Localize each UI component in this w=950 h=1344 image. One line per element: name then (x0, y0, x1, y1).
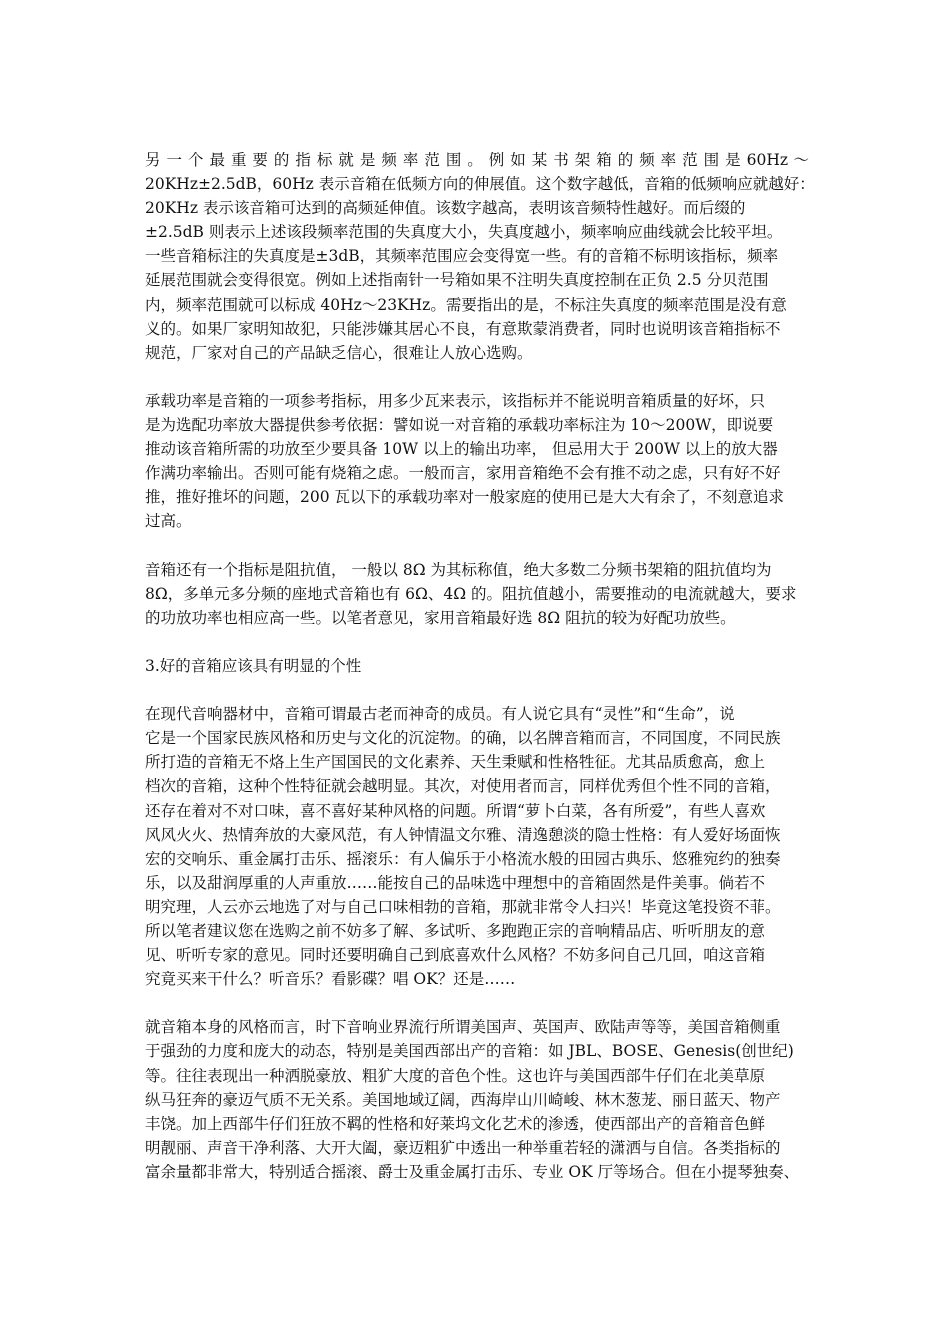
paragraph-power-rating (145, 389, 809, 534)
text-line: 见、听听专家的意见。同时还要明确自己到底喜欢什么风格？不妨多问自己几回，咱这音箱 (145, 946, 766, 965)
paragraph-gap (145, 991, 809, 1015)
text-line: 是为选配功率放大器提供参考依据：譬如说一对音箱的承载功率标注为 10～200W，即说要 (145, 416, 774, 435)
paragraph-gap (145, 534, 809, 558)
text-line: 音箱还有一个指标是阻抗值， 一般以 8Ω 为其标称值，绝大多数二分频书架箱的阻抗值均为 (145, 560, 772, 579)
text-line: 究竟买来干什么？听音乐？看影碟？唱 OK？还是…… (145, 970, 516, 989)
text-line: 宏的交响乐、重金属打击乐、摇滚乐：有人偏乐于小格流水般的田园古典乐、悠雅宛约的独奏 (145, 849, 781, 868)
text-line: 推，推好推坏的问题，200 瓦以下的承载功率对一般家庭的使用已是大大有余了，不刻意追求 (145, 488, 785, 507)
text-line: 档次的音箱，这种个性特征就会越明显。其次，对使用者而言，同样优秀但个性不同的音箱， (145, 777, 781, 796)
text-line: 承载功率是音箱的一项参考指标，用多少瓦来表示，该指标并不能说明音箱质量的好坏，只 (145, 391, 766, 410)
text-line: 明靓丽、声音干净利落、大开大阖，豪迈粗犷中透出一种举重若轻的潇洒与自信。各类指标的 (145, 1138, 781, 1157)
paragraph-sound-styles (145, 1015, 809, 1184)
paragraph-gap (145, 678, 809, 702)
paragraph-speaker-personality (145, 702, 809, 991)
text-line: 作满功率输出。否则可能有烧箱之虑。一般而言，家用音箱绝不会有推不动之虑，只有好不好 (145, 464, 781, 483)
text-line: 它是一个国家民族风格和历史与文化的沉淀物。的确，以名牌音箱而言，不同国度，不同民族 (145, 729, 781, 748)
text-line: 另 一 个 最 重 要 的 指 标 就 是 频 率 范 围 。 例 如 某 书 架 箱 的 频 率 范 围 是 60Hz ～ (145, 151, 809, 169)
text-line: 在现代音响器材中，音箱可谓最古老而神奇的成员。有人说它具有“灵性”和“生命”，说 (145, 705, 735, 724)
text-line: 明究理，人云亦云地选了对与自己口味相勃的音箱，那就非常令人扫兴！毕竟这笔投资不菲。 (145, 897, 781, 916)
text-line: 8Ω，多单元多分频的座地式音箱也有 6Ω、4Ω 的。阻抗值越小，需要推动的电流就越大，要求 (145, 584, 797, 603)
text-line: 过高。 (145, 512, 192, 531)
paragraph-impedance (145, 558, 809, 630)
text-line: 等。往往表现出一种洒脱豪放、粗犷大度的音色个性。这也许与美国西部牛仔们在北美草原 (145, 1066, 766, 1085)
paragraph-gap (145, 630, 809, 654)
text-line: 一些音箱标注的失真度是±3dB，其频率范围应会变得宽一些。有的音箱不标明该指标，频率 (145, 247, 779, 266)
text-line: 规范，厂家对自己的产品缺乏信心，很难让人放心选购。 (145, 343, 533, 362)
text-line: 所打造的音箱无不烙上生产国国民的文化素养、天生秉赋和性格牲征。尤其品质愈高，愈上 (145, 753, 766, 772)
text-line: 富余量都非常大，特别适合摇滚、爵士及重金属打击乐、专业 OK 厅等场合。但在小提琴独奏、 (145, 1162, 800, 1181)
text-line: ±2.5dB 则表示上述该段频率范围的失真度大小，失真度越小，频率响应曲线就会比较平坦。 (145, 223, 783, 242)
text-line: 义的。如果厂家明知故犯，只能涉嫌其居心不良，有意欺蒙消费者，同时也说明该音箱指标不 (145, 319, 781, 338)
text-line: 纵马狂奔的豪迈气质不无关系。美国地域辽阔，西海岸山川崎峻、林木葱茏、丽日蓝天、物产 (145, 1090, 781, 1109)
text-line: 20KHz±2.5dB，60Hz 表示音箱在低频方向的伸展值。这个数字越低，音箱的低频响应就越好： (145, 175, 815, 194)
text-line: 就音箱本身的风格而言，时下音响业界流行所谓美国声、英国声、欧陆声等等，美国音箱侧重 (145, 1018, 781, 1037)
paragraph-gap (145, 365, 809, 389)
section-heading: 3.好的音箱应该具有明显的个性 (145, 656, 362, 675)
text-line: 的功放功率也相应高一些。以笔者意见，家用音箱最好选 8Ω 阻抗的较为好配功放些。 (145, 608, 736, 627)
text-line: 乐，以及甜润厚重的人声重放……能按自己的品味选中理想中的音箱固然是件美事。倘若不 (145, 873, 766, 892)
text-line: 还存在着对不对口味，喜不喜好某种风格的问题。所谓“萝卜白菜，各有所爱”，有些人喜欢 (145, 801, 766, 820)
paragraph-frequency-range (145, 148, 815, 365)
text-line: 推动该音箱所需的功放至少要具备 10W 以上的输出功率， 但忌用大于 200W 以上的放大器 (145, 440, 778, 459)
text-line: 风风火火、热情奔放的大豪风范，有人钟情温文尔雅、清逸憩淡的隐士性格：有人爱好场面恢 (145, 825, 781, 844)
text-line: 所以笔者建议您在选购之前不妨多了解、多试听、多跑跑正宗的音响精品店、听听朋友的意 (145, 922, 766, 940)
text-line: 于强劲的力度和庞大的动态，特别是美国西部出产的音箱：如 JBL、BOSE、Genesis(创世纪) (145, 1042, 794, 1061)
text-line: 丰饶。加上西部牛仔们狂放不羁的性格和好莱坞文化艺术的渗透，使西部出产的音箱音色鲜 (145, 1114, 766, 1133)
text-line: 延展范围就会变得很宽。例如上述指南针一号箱如果不注明失真度控制在正负 2.5 分贝范围 (145, 271, 769, 290)
document-page (145, 148, 815, 1184)
text-line: 内，频率范围就可以标成 40Hz～23KHz。需要指出的是，不标注失真度的频率范围是没有意 (145, 295, 787, 314)
text-line: 20KHz 表示该音箱可达到的高频延伸值。该数字越高，表明该音频特性越好。而后缀的 (145, 199, 746, 218)
